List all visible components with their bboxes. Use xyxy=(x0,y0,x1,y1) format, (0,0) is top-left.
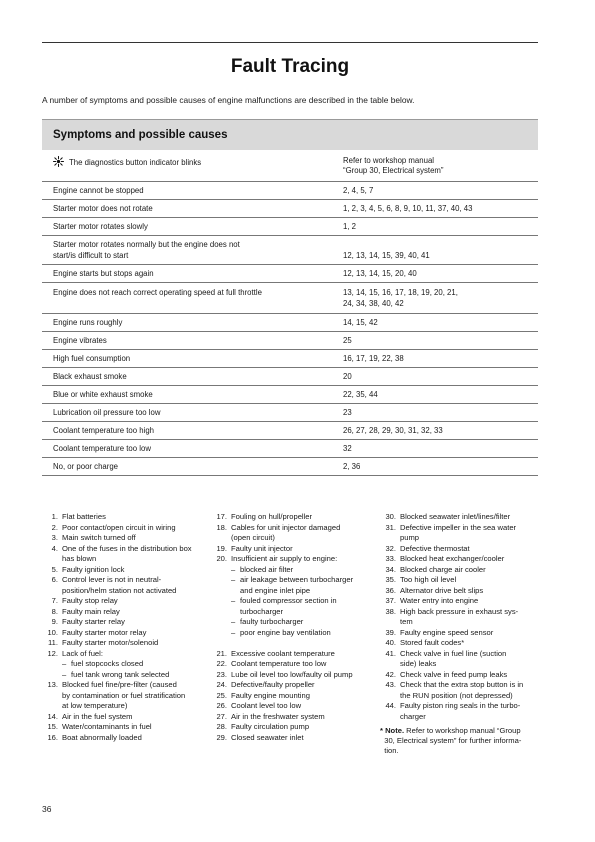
list-item: 28. Faulty circulation pump xyxy=(216,722,310,731)
symptom-text: Coolant temperature too low xyxy=(53,443,151,453)
list-item: 37. Water entry into engine xyxy=(385,596,479,605)
list-item: 6. Control lever is not in neutral- position/helm station not activated xyxy=(51,575,177,595)
symptom-text: Engine does not reach correct operating speed at full throttle xyxy=(53,288,262,297)
table-row xyxy=(42,368,538,386)
table-row xyxy=(42,150,538,182)
causes-text: 26, 27, 28, 29, 30, 31, 32, 33 xyxy=(343,425,443,435)
table-row xyxy=(42,283,538,314)
sub-item: – air leakage between turbocharger and engine inlet pipe xyxy=(231,575,354,595)
list-item: 10. Faulty starter motor relay xyxy=(47,627,147,637)
table-row xyxy=(42,200,538,218)
causes-text: 22, 35, 44 xyxy=(343,389,378,399)
causes-text: 32 xyxy=(343,443,352,453)
sub-item: – fouled compressor section in turbocharger xyxy=(231,596,337,616)
list-item: 23. Lube oil level too low/faulty oil pump xyxy=(216,669,353,679)
symptom-text: Blue or white exhaust smoke xyxy=(53,389,153,399)
list-item: 12. Lack of fuel: xyxy=(47,648,103,658)
table-row xyxy=(42,422,538,440)
list-item: 38. High back pressure in exhaust sys- tem xyxy=(385,606,519,626)
list-item: 18. Cables for unit injector damaged (open circuit) xyxy=(216,522,341,542)
table-row xyxy=(42,265,538,283)
causes-column-1 xyxy=(42,512,200,743)
sub-item: – blocked air filter xyxy=(231,564,294,574)
table-heading: Symptoms and possible causes xyxy=(42,119,538,150)
causes-text: 2, 36 xyxy=(343,461,361,471)
list-item: 31. Defective impeller in the sea water pump xyxy=(385,522,517,542)
list-item: 36. Alternator drive belt slips xyxy=(385,585,484,595)
table-row xyxy=(42,386,538,404)
causes-column-2 xyxy=(211,512,371,743)
symptom-text: Starter motor rotates slowly xyxy=(53,221,148,231)
list-item: 32. Defective thermostat xyxy=(385,543,470,553)
table-row xyxy=(42,440,538,458)
list-item: 22. Coolant temperature too low xyxy=(216,659,327,668)
causes-text: 20 xyxy=(343,371,352,381)
symptoms-table xyxy=(42,119,538,476)
list-item: 21. Excessive coolant temperature xyxy=(216,648,335,658)
causes-text: 16, 17, 19, 22, 38 xyxy=(343,353,404,363)
sub-item: – fuel tank wrong tank selected xyxy=(62,669,170,679)
sun-icon xyxy=(53,156,64,167)
page-title: Fault Tracing xyxy=(230,56,350,77)
list-item: 41. Check valve in fuel line (suction side) leaks xyxy=(385,648,507,668)
list-item: 16. Boat abnormally loaded xyxy=(47,732,142,742)
symptom-text: Coolant temperature too high xyxy=(53,425,154,435)
table-row xyxy=(42,314,538,332)
symptom-text: Starter motor rotates normally but the engine does not start/is difficult to start xyxy=(53,240,240,260)
list-item: 14. Air in the fuel system xyxy=(47,711,133,721)
list-item: 4. One of the fuses in the distribution box has blown xyxy=(51,543,192,563)
table-row xyxy=(42,350,538,368)
symptom-text: Starter motor does not rotate xyxy=(53,203,153,213)
footnote: * Note. Refer to workshop manual “Group 30, Electrical system” for further informa- tion. xyxy=(380,726,522,755)
symptom-text: The diagnostics button indicator blinks xyxy=(69,158,202,167)
list-item: 44. Faulty piston ring seals in the turbo- charger xyxy=(385,701,521,721)
causes-text: 1, 2, 3, 4, 5, 6, 8, 9, 10, 11, 37, 40, 43 xyxy=(343,203,473,213)
symptom-text: Engine starts but stops again xyxy=(53,268,154,278)
list-item: 3. Main switch turned off xyxy=(51,533,136,542)
causes-text: 1, 2 xyxy=(343,221,357,231)
sub-item: – fuel stopcocks closed xyxy=(62,659,144,668)
symptom-text: High fuel consumption xyxy=(53,353,131,363)
symptom-text: No, or poor charge xyxy=(53,461,119,471)
list-item: 33. Blocked heat exchanger/cooler xyxy=(385,554,505,563)
causes-text: 14, 15, 42 xyxy=(343,317,378,327)
causes-text: 2, 4, 5, 7 xyxy=(343,185,374,195)
list-item: 24. Defective/faulty propeller xyxy=(216,680,315,689)
symptom-text: Engine vibrates xyxy=(53,335,107,345)
causes-text: 12, 13, 14, 15, 39, 40, 41 xyxy=(343,251,430,260)
causes-text: 25 xyxy=(343,335,352,345)
symptom-text: Lubrication oil pressure too low xyxy=(53,407,161,417)
list-item: 1. Flat batteries xyxy=(51,512,106,521)
list-item: 20. Insufficient air supply to engine: xyxy=(216,554,338,563)
table-row xyxy=(42,236,538,265)
list-item: 34. Blocked charge air cooler xyxy=(385,564,486,574)
page-number: 36 xyxy=(42,804,52,814)
table-row xyxy=(42,404,538,422)
table-row xyxy=(42,218,538,236)
list-item: 2. Poor contact/open circuit in wiring xyxy=(51,522,176,532)
list-item: 30. Blocked seawater inlet/lines/filter xyxy=(385,512,511,521)
sub-item: – faulty turbocharger xyxy=(231,617,304,626)
list-item: 11. Faulty starter motor/solenoid xyxy=(48,638,159,647)
list-item: 25. Faulty engine mounting xyxy=(216,690,310,700)
list-item: 29. Closed seawater inlet xyxy=(216,732,304,742)
list-item: 26. Coolant level too low xyxy=(216,701,302,710)
table-row xyxy=(42,458,538,476)
sub-item: – poor engine bay ventilation xyxy=(231,627,331,637)
top-rule xyxy=(42,42,538,43)
table-row xyxy=(42,182,538,200)
causes-text: 13, 14, 15, 16, 17, 18, 19, 20, 21, 24, 34, 38, 40, 42 xyxy=(343,288,458,308)
list-item: 39. Faulty engine speed sensor xyxy=(385,627,494,637)
causes-column-3 xyxy=(380,512,540,756)
list-item: 7. Faulty stop relay xyxy=(51,596,118,605)
symptom-text: Black exhaust smoke xyxy=(53,371,127,381)
symptom-text: Engine cannot be stopped xyxy=(53,185,144,195)
intro-text: A number of symptoms and possible causes of engine malfunctions are described in the table below. xyxy=(42,95,415,105)
table-row xyxy=(42,332,538,350)
symptom-text: Engine runs roughly xyxy=(53,317,123,327)
list-item: 43. Check that the extra stop button is in the RUN position (not depressed) xyxy=(385,680,524,700)
list-item: 17. Fouling on hull/propeller xyxy=(216,512,313,521)
list-item: 8. Faulty main relay xyxy=(51,606,120,616)
list-item: 9. Faulty starter relay xyxy=(51,617,125,626)
list-item: 35. Too high oil level xyxy=(385,575,457,584)
list-item: 19. Faulty unit injector xyxy=(216,543,293,553)
causes-text: 23 xyxy=(343,407,352,417)
list-item: 40. Stored fault codes* xyxy=(385,638,465,647)
list-item: 42. Check valve in feed pump leaks xyxy=(385,669,508,679)
list-item: 15. Water/contaminants in fuel xyxy=(47,722,152,731)
list-item: 27. Air in the freshwater system xyxy=(216,711,325,721)
list-item: 5. Faulty ignition lock xyxy=(51,564,125,574)
list-item: 13. Blocked fuel fine/pre-filter (caused by contamination or fuel stratification at low temperature) xyxy=(47,680,186,710)
causes-text: Refer to workshop manual “Group 30, Electrical system” xyxy=(343,156,444,175)
causes-text: 12, 13, 14, 15, 20, 40 xyxy=(343,268,417,278)
